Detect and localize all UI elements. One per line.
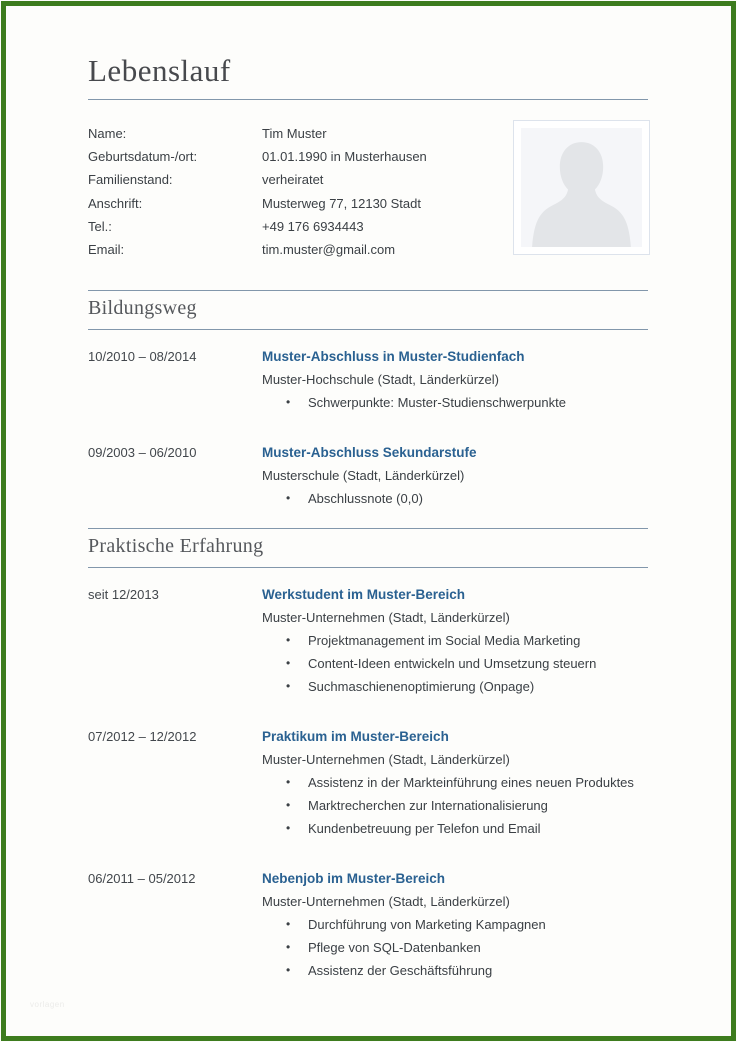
section-heading: Bildungsweg xyxy=(88,297,197,319)
bullet-text: Abschlussnote (0,0) xyxy=(308,491,423,506)
entry-details xyxy=(262,725,648,840)
entry-title: Muster-Abschluss Sekundarstufe xyxy=(262,445,477,460)
bullet-text: Durchführung von Marketing Kampagnen xyxy=(308,917,546,932)
cv-entry xyxy=(88,725,648,840)
bullet-text: Content-Ideen entwickeln und Umsetzung steuern xyxy=(308,656,597,671)
entry-period: 10/2010 – 08/2014 xyxy=(88,349,197,364)
person-silhouette-icon xyxy=(521,128,642,247)
bullet-text: Pflege von SQL-Datenbanken xyxy=(308,940,481,955)
section-entries-praktische-erfahrung xyxy=(88,568,648,982)
entry-subtitle: Muster-Unternehmen (Stadt, Länderkürzel) xyxy=(262,610,510,625)
entry-period: seit 12/2013 xyxy=(88,587,159,602)
section-header-praktische-erfahrung xyxy=(88,528,648,568)
bullet-dot-icon: • xyxy=(286,679,291,693)
entry-title: Werkstudent im Muster-Bereich xyxy=(262,587,466,602)
cv-content xyxy=(88,0,648,1000)
entry-bullet xyxy=(262,794,648,817)
bullet-dot-icon: • xyxy=(286,395,291,409)
personal-info-grid xyxy=(88,122,508,261)
bullet-text: Marktrecherchen zur Internationalisierung xyxy=(308,798,548,813)
entry-bullet xyxy=(262,629,648,652)
entry-period: 07/2012 – 12/2012 xyxy=(88,729,197,744)
entry-title: Praktikum im Muster-Bereich xyxy=(262,729,449,744)
entry-bullet xyxy=(262,487,648,510)
info-value-address: Musterweg 77, 12130 Stadt xyxy=(262,195,421,211)
page-title: Lebenslauf xyxy=(88,53,231,88)
bullet-text: Assistenz in der Markteinführung eines neuen Produktes xyxy=(308,775,634,790)
info-value-marital-status: verheiratet xyxy=(262,172,324,188)
bullet-dot-icon: • xyxy=(286,940,291,954)
bullet-dot-icon: • xyxy=(286,633,291,647)
bullet-text: Projektmanagement im Social Media Marketing xyxy=(308,633,581,648)
entry-subtitle: Muster-Unternehmen (Stadt, Länderkürzel) xyxy=(262,752,510,767)
cv-entry xyxy=(88,867,648,982)
watermark-text: vorlagen xyxy=(30,1000,65,1009)
bullet-text: Kundenbetreuung per Telefon und Email xyxy=(308,821,541,836)
bullet-dot-icon: • xyxy=(286,656,291,670)
photo-placeholder-inner xyxy=(521,128,642,247)
entry-bullet xyxy=(262,652,648,675)
bullet-dot-icon: • xyxy=(286,491,291,505)
entry-period: 06/2011 – 05/2012 xyxy=(88,871,196,886)
entry-details xyxy=(262,441,648,510)
entry-details xyxy=(262,583,648,698)
entry-bullet xyxy=(262,391,648,414)
section-heading: Praktische Erfahrung xyxy=(88,535,264,557)
entry-bullet xyxy=(262,913,648,936)
info-label-email: Email: xyxy=(88,242,125,258)
bullet-text: Assistenz der Geschäftsführung xyxy=(308,963,493,978)
entry-bullet xyxy=(262,959,648,982)
section-entries-bildungsweg xyxy=(88,330,648,510)
cv-entry xyxy=(88,345,648,414)
info-value-name: Tim Muster xyxy=(262,126,327,141)
bullet-dot-icon: • xyxy=(286,963,291,977)
personal-info-section xyxy=(88,122,648,272)
info-value-phone: +49 176 6934443 xyxy=(262,218,364,234)
entry-details xyxy=(262,867,648,982)
info-label-name: Name: xyxy=(88,126,127,141)
title-rule xyxy=(88,99,648,100)
cv-entry xyxy=(88,583,648,698)
info-value-email: tim.muster@gmail.com xyxy=(262,242,396,258)
bullet-dot-icon: • xyxy=(286,821,291,835)
info-label-marital-status: Familienstand: xyxy=(88,172,173,188)
entry-bullet xyxy=(262,936,648,959)
entry-details xyxy=(262,345,648,414)
info-label-address: Anschrift: xyxy=(88,195,143,211)
info-label-phone: Tel.: xyxy=(88,218,112,234)
bullet-text: Suchmaschienenoptimierung (Onpage) xyxy=(308,679,535,694)
section-header-bildungsweg xyxy=(88,290,648,330)
photo-placeholder xyxy=(513,120,650,255)
entry-bullet xyxy=(262,675,648,698)
entry-subtitle: Musterschule (Stadt, Länderkürzel) xyxy=(262,468,465,483)
entry-subtitle: Muster-Hochschule (Stadt, Länderkürzel) xyxy=(262,372,499,387)
entry-subtitle: Muster-Unternehmen (Stadt, Länderkürzel) xyxy=(262,894,510,909)
entry-title: Nebenjob im Muster-Bereich xyxy=(262,871,446,886)
bullet-dot-icon: • xyxy=(286,775,291,789)
entry-bullet xyxy=(262,817,648,840)
bullet-text: Schwerpunkte: Muster-Studienschwerpunkte xyxy=(308,395,566,410)
bullet-dot-icon: • xyxy=(286,798,291,812)
info-label-birth: Geburtsdatum-/ort: xyxy=(88,149,198,165)
entry-period: 09/2003 – 06/2010 xyxy=(88,445,197,460)
bullet-dot-icon: • xyxy=(286,917,291,931)
entry-title: Muster-Abschluss in Muster-Studienfach xyxy=(262,349,525,364)
cv-entry xyxy=(88,441,648,510)
info-value-birth: 01.01.1990 in Musterhausen xyxy=(262,149,427,165)
entry-bullet xyxy=(262,771,648,794)
